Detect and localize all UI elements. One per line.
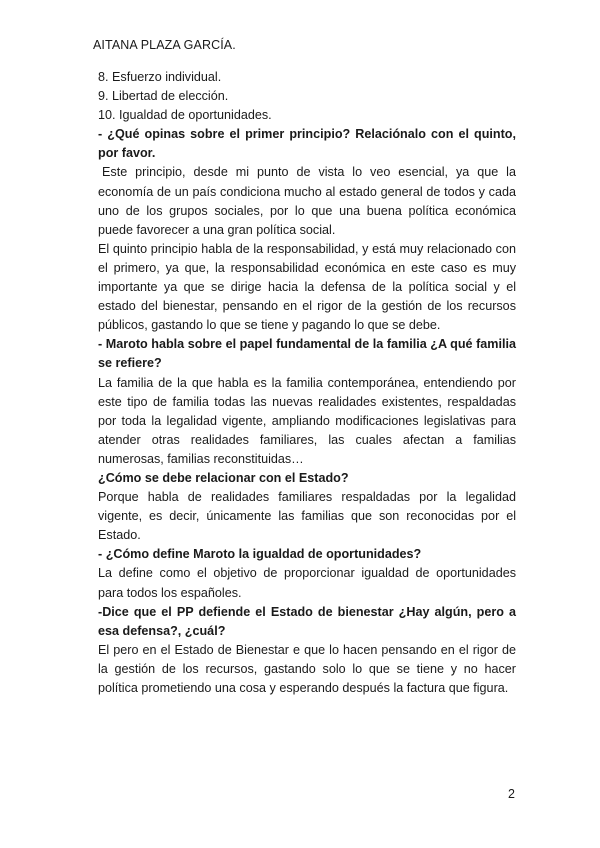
answer-paragraph: El pero en el Estado de Bienestar e que lo hacen pensando en el rigor de la gestión de los recursos, gastando solo lo que se tiene y no hacer política prometiendo una cosa y esperando después la factura que figura. — [98, 642, 516, 695]
document-body — [98, 68, 516, 698]
question-state-relation: ¿Cómo se debe relacionar con el Estado? — [98, 470, 349, 485]
page-number: 2 — [508, 787, 515, 801]
answer-paragraph: El quinto principio habla de la responsabilidad, y está muy relacionado con el primero, ya que, la responsabilidad económica en este caso es muy importante ya que se dirige hacia la defensa de la política social y el estado del bienestar, pensando en el rigor de la gestión de los recursos públicos, gastando lo que se tiene y pagando lo que se debe. — [98, 241, 516, 333]
question-first-principle: - ¿Qué opinas sobre el primer principio? Relaciónalo con el quinto, por favor. — [98, 127, 516, 161]
list-item-9: 9. Libertad de elección. — [98, 89, 229, 104]
question-equal-opportunity: - ¿Cómo define Maroto la igualdad de oportunidades? — [98, 547, 422, 562]
answer-paragraph: Este principio, desde mi punto de vista lo veo esencial, ya que la economía de un país condiciona mucho al estado general de todos y cada uno de los grupos sociales, por lo que una buena política económica puede favorecer a una gran política social. — [98, 165, 516, 237]
answer-paragraph: Porque habla de realidades familiares respaldadas por la legalidad vigente, es decir, únicamente las familias que son reconocidas por el Estado. — [98, 490, 516, 543]
question-welfare-state: -Dice que el PP defiende el Estado de bienestar ¿Hay algún, pero a esa defensa?, ¿cuál? — [98, 604, 516, 638]
page-header-author: AITANA PLAZA GARCÍA. — [93, 38, 236, 52]
answer-paragraph: La familia de la que habla es la familia contemporánea, entendiendo por este tipo de familia todas las nuevas realidades existentes, respaldadas por toda la legalidad vigente, ampliando modificaciones legislativas para atender otras realidades familiares, las cuales afectan a familias numerosas, familias reconstituidas… — [98, 375, 516, 466]
answer-paragraph: La define como el objetivo de proporcionar igualdad de oportunidades para todos los españoles. — [98, 566, 516, 600]
list-item-8: 8. Esfuerzo individual. — [98, 70, 222, 84]
question-family: - Maroto habla sobre el papel fundamental de la familia ¿A qué familia se refiere? — [98, 337, 516, 371]
list-item-10: 10. Igualdad de oportunidades. — [98, 108, 272, 123]
